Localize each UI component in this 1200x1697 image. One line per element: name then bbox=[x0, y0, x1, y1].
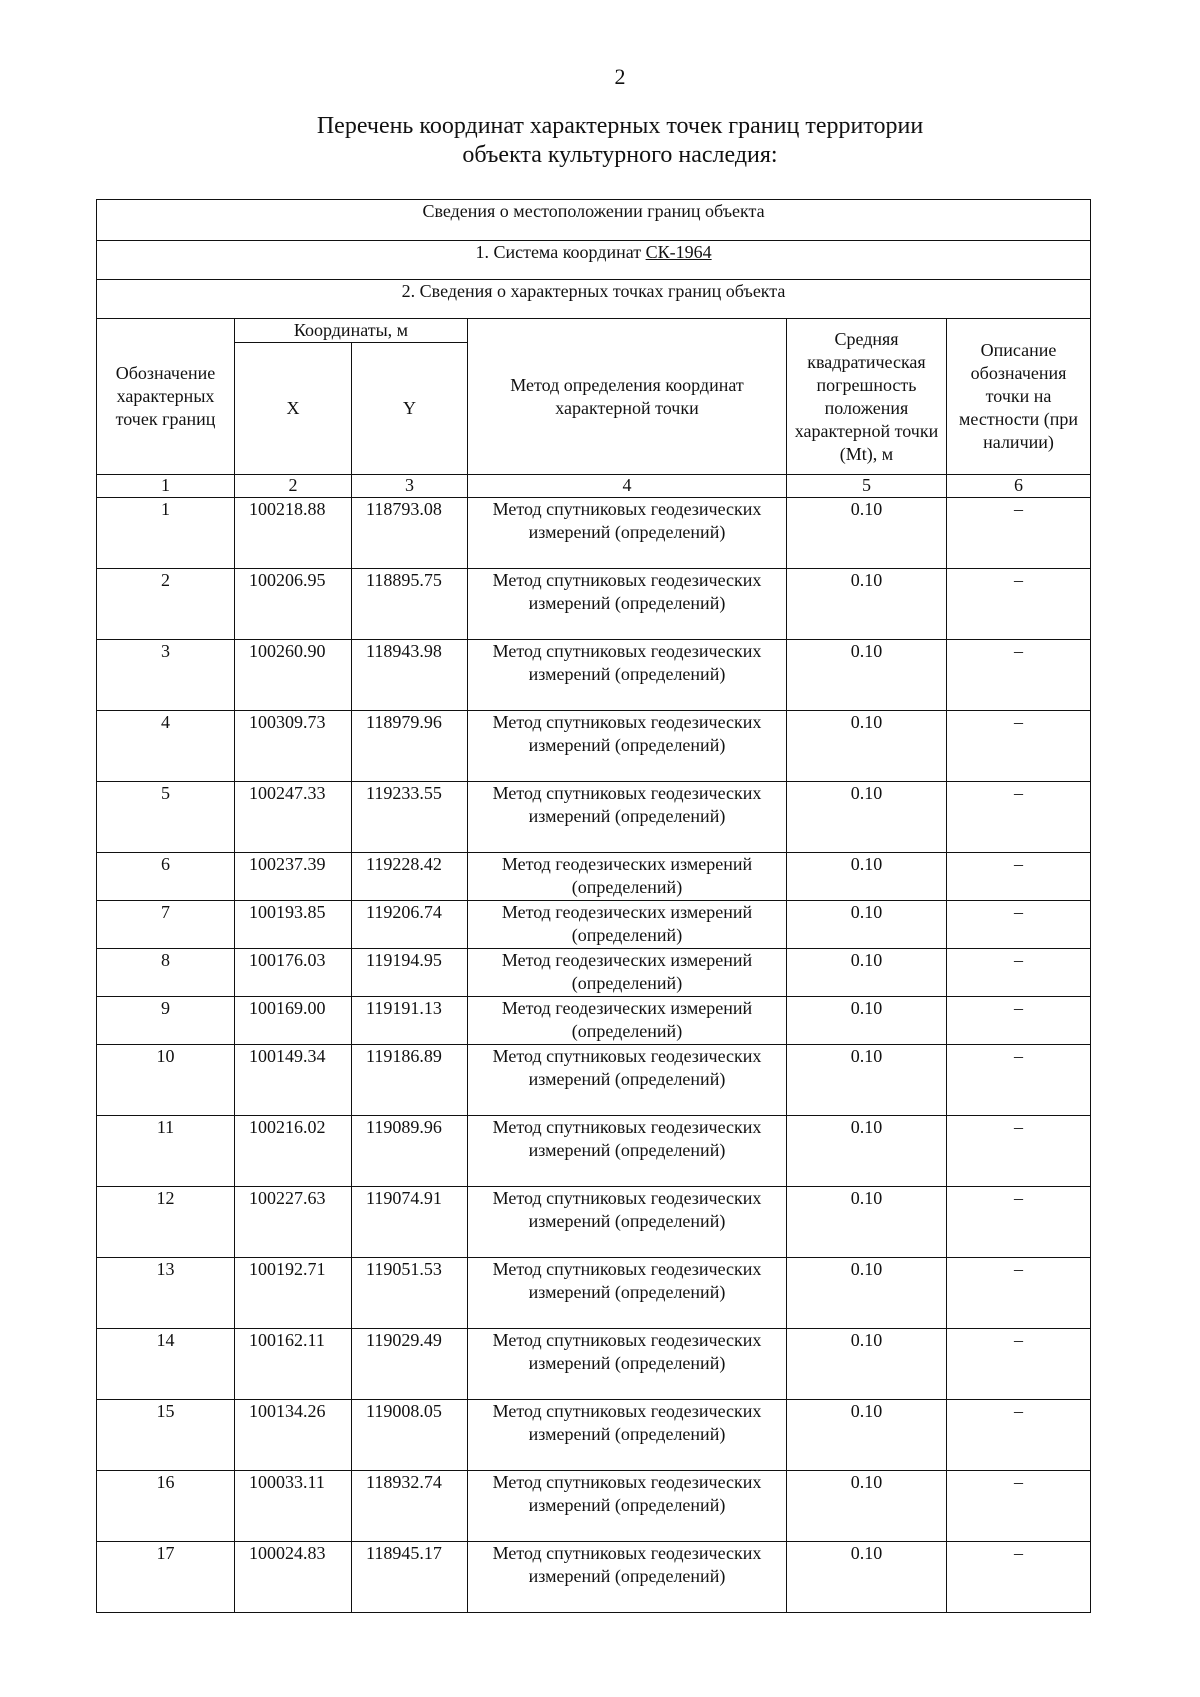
header-designation: Обозначение характерных точек границ bbox=[97, 319, 235, 475]
description-cell: – bbox=[947, 1471, 1091, 1542]
point-number-cell: 10 bbox=[97, 1045, 235, 1116]
y-coordinate-cell: 119206.74 bbox=[352, 901, 468, 949]
point-number-cell: 7 bbox=[97, 901, 235, 949]
y-coordinate-cell: 119008.05 bbox=[352, 1400, 468, 1471]
error-cell: 0.10 bbox=[787, 1471, 947, 1542]
y-coordinate-cell: 119051.53 bbox=[352, 1258, 468, 1329]
table-row bbox=[97, 1400, 1091, 1471]
error-cell: 0.10 bbox=[787, 949, 947, 997]
y-coordinate-cell: 118979.96 bbox=[352, 711, 468, 782]
x-coordinate-cell: 100247.33 bbox=[235, 782, 352, 853]
table-row bbox=[97, 1329, 1091, 1400]
table-row bbox=[97, 1258, 1091, 1329]
description-cell: – bbox=[947, 711, 1091, 782]
y-coordinate-cell: 118943.98 bbox=[352, 640, 468, 711]
method-cell: Метод геодезических измерений (определений) bbox=[468, 949, 787, 997]
x-coordinate-cell: 100227.63 bbox=[235, 1187, 352, 1258]
table-row bbox=[97, 853, 1091, 901]
error-cell: 0.10 bbox=[787, 1187, 947, 1258]
method-cell: Метод спутниковых геодезических измерений (определений) bbox=[468, 498, 787, 569]
description-cell: – bbox=[947, 640, 1091, 711]
y-coordinate-cell: 119074.91 bbox=[352, 1187, 468, 1258]
error-cell: 0.10 bbox=[787, 569, 947, 640]
point-number-cell: 13 bbox=[97, 1258, 235, 1329]
x-coordinate-cell: 100162.11 bbox=[235, 1329, 352, 1400]
error-cell: 0.10 bbox=[787, 901, 947, 949]
header-y: Y bbox=[352, 343, 468, 475]
method-cell: Метод спутниковых геодезических измерений (определений) bbox=[468, 1471, 787, 1542]
page-number: 2 bbox=[614, 64, 626, 89]
error-cell: 0.10 bbox=[787, 1542, 947, 1613]
error-cell: 0.10 bbox=[787, 498, 947, 569]
method-cell: Метод спутниковых геодезических измерений (определений) bbox=[468, 1187, 787, 1258]
header-error: Средняя квадратическая погрешность положения характерной точки (Mt), м bbox=[787, 319, 947, 475]
table-row bbox=[97, 1471, 1091, 1542]
point-number-cell: 3 bbox=[97, 640, 235, 711]
error-cell: 0.10 bbox=[787, 1116, 947, 1187]
column-number: 5 bbox=[787, 475, 947, 498]
method-cell: Метод спутниковых геодезических измерений (определений) bbox=[468, 1116, 787, 1187]
point-number-cell: 1 bbox=[97, 498, 235, 569]
table-row bbox=[97, 997, 1091, 1045]
points-info-title: 2. Сведения о характерных точках границ объекта bbox=[97, 280, 1091, 319]
description-cell: – bbox=[947, 498, 1091, 569]
x-coordinate-cell: 100260.90 bbox=[235, 640, 352, 711]
description-cell: – bbox=[947, 901, 1091, 949]
coordinate-system-label: 1. Система координат bbox=[475, 242, 646, 262]
point-number-cell: 8 bbox=[97, 949, 235, 997]
y-coordinate-cell: 119191.13 bbox=[352, 997, 468, 1045]
table-row bbox=[97, 1045, 1091, 1116]
description-cell: – bbox=[947, 1258, 1091, 1329]
point-number-cell: 4 bbox=[97, 711, 235, 782]
x-coordinate-cell: 100176.03 bbox=[235, 949, 352, 997]
coordinate-system bbox=[97, 241, 1091, 280]
table-row bbox=[97, 498, 1091, 569]
y-coordinate-cell: 119228.42 bbox=[352, 853, 468, 901]
x-coordinate-cell: 100149.34 bbox=[235, 1045, 352, 1116]
column-number: 1 bbox=[97, 475, 235, 498]
column-number: 2 bbox=[235, 475, 352, 498]
description-cell: – bbox=[947, 782, 1091, 853]
table-row bbox=[97, 640, 1091, 711]
point-number-cell: 16 bbox=[97, 1471, 235, 1542]
table-row bbox=[97, 711, 1091, 782]
column-number: 6 bbox=[947, 475, 1091, 498]
description-cell: – bbox=[947, 1045, 1091, 1116]
error-cell: 0.10 bbox=[787, 1400, 947, 1471]
column-numbers-row bbox=[97, 475, 1091, 498]
error-cell: 0.10 bbox=[787, 711, 947, 782]
method-cell: Метод спутниковых геодезических измерений (определений) bbox=[468, 711, 787, 782]
method-cell: Метод спутниковых геодезических измерений (определений) bbox=[468, 1329, 787, 1400]
y-coordinate-cell: 118793.08 bbox=[352, 498, 468, 569]
x-coordinate-cell: 100206.95 bbox=[235, 569, 352, 640]
x-coordinate-cell: 100237.39 bbox=[235, 853, 352, 901]
method-cell: Метод спутниковых геодезических измерений (определений) bbox=[468, 1542, 787, 1613]
x-coordinate-cell: 100309.73 bbox=[235, 711, 352, 782]
column-number: 4 bbox=[468, 475, 787, 498]
error-cell: 0.10 bbox=[787, 1258, 947, 1329]
method-cell: Метод геодезических измерений (определений) bbox=[468, 997, 787, 1045]
method-cell: Метод спутниковых геодезических измерений (определений) bbox=[468, 640, 787, 711]
description-cell: – bbox=[947, 853, 1091, 901]
table-row bbox=[97, 569, 1091, 640]
description-cell: – bbox=[947, 1542, 1091, 1613]
coordinates-table bbox=[96, 199, 1091, 1613]
table-row bbox=[97, 1187, 1091, 1258]
point-number-cell: 17 bbox=[97, 1542, 235, 1613]
y-coordinate-cell: 119233.55 bbox=[352, 782, 468, 853]
point-number-cell: 6 bbox=[97, 853, 235, 901]
error-cell: 0.10 bbox=[787, 1045, 947, 1116]
description-cell: – bbox=[947, 569, 1091, 640]
method-cell: Метод спутниковых геодезических измерений (определений) bbox=[468, 569, 787, 640]
header-coordinates: Координаты, м bbox=[235, 319, 468, 343]
method-cell: Метод геодезических измерений (определений) bbox=[468, 901, 787, 949]
x-coordinate-cell: 100218.88 bbox=[235, 498, 352, 569]
x-coordinate-cell: 100134.26 bbox=[235, 1400, 352, 1471]
document-title-line-2: объекта культурного наследия: bbox=[462, 142, 778, 168]
method-cell: Метод геодезических измерений (определений) bbox=[468, 853, 787, 901]
point-number-cell: 12 bbox=[97, 1187, 235, 1258]
y-coordinate-cell: 119186.89 bbox=[352, 1045, 468, 1116]
description-cell: – bbox=[947, 949, 1091, 997]
error-cell: 0.10 bbox=[787, 640, 947, 711]
method-cell: Метод спутниковых геодезических измерений (определений) bbox=[468, 1258, 787, 1329]
point-number-cell: 11 bbox=[97, 1116, 235, 1187]
header-x: X bbox=[235, 343, 352, 475]
document-title bbox=[0, 112, 1200, 170]
y-coordinate-cell: 119194.95 bbox=[352, 949, 468, 997]
header-description: Описание обозначения точки на местности (при наличии) bbox=[947, 319, 1091, 475]
x-coordinate-cell: 100033.11 bbox=[235, 1471, 352, 1542]
table-row bbox=[97, 782, 1091, 853]
table-row bbox=[97, 901, 1091, 949]
method-cell: Метод спутниковых геодезических измерений (определений) bbox=[468, 1400, 787, 1471]
table-row bbox=[97, 949, 1091, 997]
error-cell: 0.10 bbox=[787, 1329, 947, 1400]
header-method: Метод определения координат характерной точки bbox=[468, 319, 787, 475]
document-title-line-1: Перечень координат характерных точек границ территории bbox=[316, 113, 924, 139]
description-cell: – bbox=[947, 997, 1091, 1045]
table-row bbox=[97, 1542, 1091, 1613]
section-title: Сведения о местоположении границ объекта bbox=[97, 200, 1091, 241]
y-coordinate-cell: 119029.49 bbox=[352, 1329, 468, 1400]
method-cell: Метод спутниковых геодезических измерений (определений) bbox=[468, 782, 787, 853]
y-coordinate-cell: 118895.75 bbox=[352, 569, 468, 640]
point-number-cell: 5 bbox=[97, 782, 235, 853]
y-coordinate-cell: 118945.17 bbox=[352, 1542, 468, 1613]
table-row bbox=[97, 1116, 1091, 1187]
x-coordinate-cell: 100216.02 bbox=[235, 1116, 352, 1187]
error-cell: 0.10 bbox=[787, 997, 947, 1045]
description-cell: – bbox=[947, 1400, 1091, 1471]
y-coordinate-cell: 118932.74 bbox=[352, 1471, 468, 1542]
y-coordinate-cell: 119089.96 bbox=[352, 1116, 468, 1187]
description-cell: – bbox=[947, 1329, 1091, 1400]
column-number: 3 bbox=[352, 475, 468, 498]
point-number-cell: 14 bbox=[97, 1329, 235, 1400]
point-number-cell: 15 bbox=[97, 1400, 235, 1471]
point-number-cell: 9 bbox=[97, 997, 235, 1045]
description-cell: – bbox=[947, 1116, 1091, 1187]
x-coordinate-cell: 100024.83 bbox=[235, 1542, 352, 1613]
x-coordinate-cell: 100169.00 bbox=[235, 997, 352, 1045]
coordinate-system-value: СК-1964 bbox=[645, 242, 712, 262]
error-cell: 0.10 bbox=[787, 782, 947, 853]
x-coordinate-cell: 100192.71 bbox=[235, 1258, 352, 1329]
method-cell: Метод спутниковых геодезических измерений (определений) bbox=[468, 1045, 787, 1116]
error-cell: 0.10 bbox=[787, 853, 947, 901]
x-coordinate-cell: 100193.85 bbox=[235, 901, 352, 949]
description-cell: – bbox=[947, 1187, 1091, 1258]
point-number-cell: 2 bbox=[97, 569, 235, 640]
